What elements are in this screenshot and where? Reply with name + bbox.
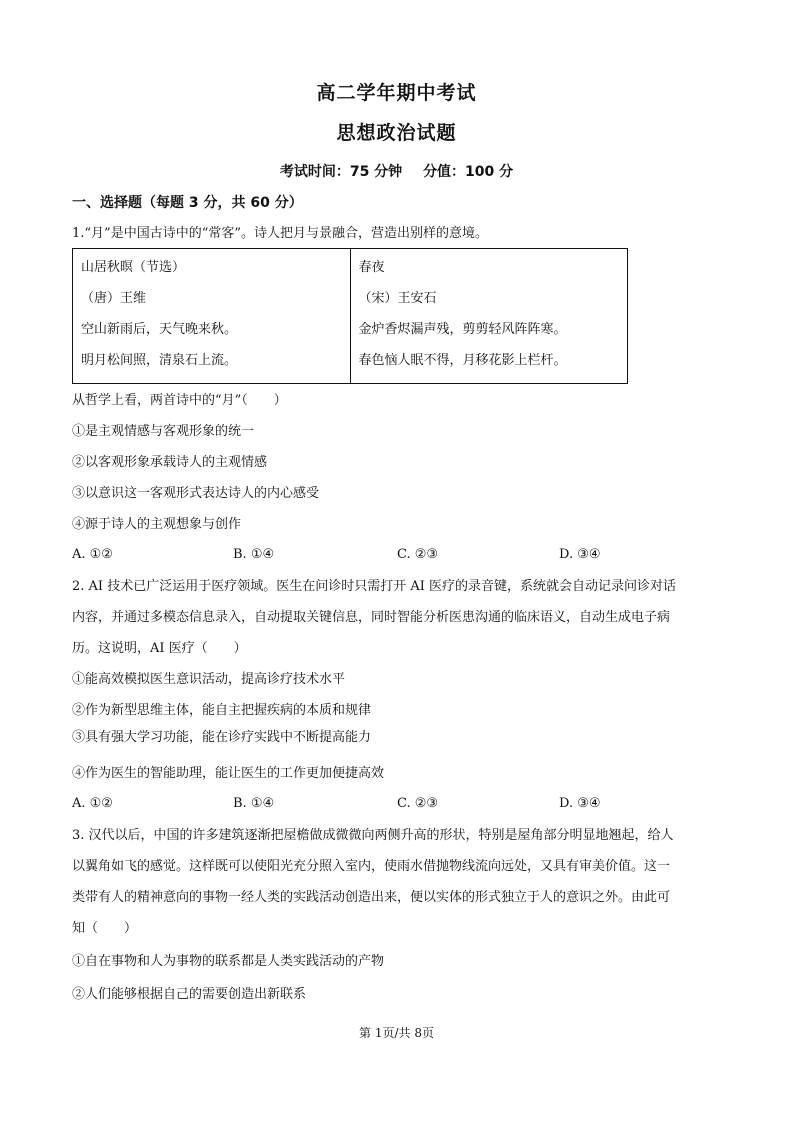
q3-stem-line3: 类带有人的精神意向的事物一经人类的实践活动创造出来，便以实体的形式独立于人的意识之外。由此可 <box>72 890 671 905</box>
q2-option-a[interactable]: A. ①② <box>72 796 113 811</box>
poem-right <box>350 249 628 384</box>
q1-option-d[interactable]: D. ③④ <box>559 547 601 562</box>
q1-statement-4: ④源于诗人的主观想象与创作 <box>72 517 242 532</box>
q1-stem: 1.“月”是中国古诗中的“常客”。诗人把月与景融合，营造出别样的意境。 <box>72 226 488 241</box>
poem-left-author: （唐）王维 <box>81 291 147 306</box>
q1-ask: 从哲学上看，两首诗中的“月”（ ） <box>72 393 287 408</box>
q1-statement-2: ②以客观形象承载诗人的主观情感 <box>72 455 268 470</box>
exam-subtitle: 思想政治试题 <box>336 122 457 144</box>
q2-statement-3: ③具有强大学习功能，能在诊疗实践中不断提高能力 <box>72 730 372 745</box>
poem-table <box>72 248 628 384</box>
poem-left-title: 山居秋暝（节选） <box>81 260 186 275</box>
poem-right-line1: 金炉香烬漏声残，剪剪轻风阵阵寒。 <box>358 322 567 337</box>
poem-left-line2: 明月松间照，清泉石上流。 <box>81 353 238 368</box>
q3-statement-2: ②人们能够根据自己的需要创造出新联系 <box>72 987 307 1002</box>
q2-stem-line3: 历。这说明，AI 医疗（ ） <box>72 641 247 656</box>
poem-right-line2: 春色恼人眠不得，月移花影上栏杆。 <box>358 353 567 368</box>
q2-statement-1: ①能高效模拟医生意识活动，提高诊疗技术水平 <box>72 672 346 687</box>
q2-statement-4: ④作为医生的智能助理，能让医生的工作更加便捷高效 <box>72 766 385 781</box>
q1-statement-1: ①是主观情感与客观形象的统一 <box>72 424 255 439</box>
q3-statement-1: ①自在事物和人为事物的联系都是人类实践活动的产物 <box>72 954 385 969</box>
exam-meta <box>0 161 793 181</box>
q2-stem-line1: 2. AI 技术已广泛运用于医疗领域。医生在问诊时只需打开 AI 医疗的录音键，系统就会自动记录问诊对话 <box>72 579 676 594</box>
poem-left-line1: 空山新雨后，天气晚来秋。 <box>81 322 238 337</box>
page-footer: 第 1页/共 8页 <box>359 1026 434 1040</box>
section-heading: 一、选择题（每题 3 分，共 60 分） <box>72 195 303 211</box>
q1-statement-3: ③以意识这一客观形式表达诗人的内心感受 <box>72 486 320 501</box>
q1-option-c[interactable]: C. ②③ <box>397 547 439 562</box>
q2-stem-line2: 内容，并通过多模态信息录入，自动提取关键信息，同时智能分析医患沟通的临床语义，自动生成电子病 <box>72 610 671 625</box>
q2-option-c[interactable]: C. ②③ <box>397 796 439 811</box>
q3-stem-line1: 3. 汉代以后，中国的许多建筑逐渐把屋檐做成微微向两侧升高的形状，特别是屋角部分明显地翘起，给人 <box>72 828 674 843</box>
exam-score: 分值：100 分 <box>423 164 514 180</box>
q1-options <box>72 547 732 565</box>
exam-title: 高二学年期中考试 <box>316 82 477 104</box>
q3-stem-line4: 知（ ） <box>72 921 138 936</box>
q2-option-d[interactable]: D. ③④ <box>559 796 601 811</box>
exam-time: 考试时间：75 分钟 <box>279 164 403 180</box>
q3-stem-line2: 以翼角如飞的感觉。这样既可以使阳光充分照入室内，使雨水借抛物线流向远处，又具有审美价值。这一 <box>72 859 671 874</box>
poem-right-author: （宋）王安石 <box>358 291 437 306</box>
q2-option-b[interactable]: B. ①④ <box>233 796 275 811</box>
q1-option-b[interactable]: B. ①④ <box>233 547 275 562</box>
poem-left <box>73 249 351 384</box>
q1-option-a[interactable]: A. ①② <box>72 547 113 562</box>
q2-options <box>72 796 732 814</box>
poem-right-title: 春夜 <box>358 260 385 275</box>
q2-statement-2: ②作为新型思维主体，能自主把握疾病的本质和规律 <box>72 703 372 718</box>
